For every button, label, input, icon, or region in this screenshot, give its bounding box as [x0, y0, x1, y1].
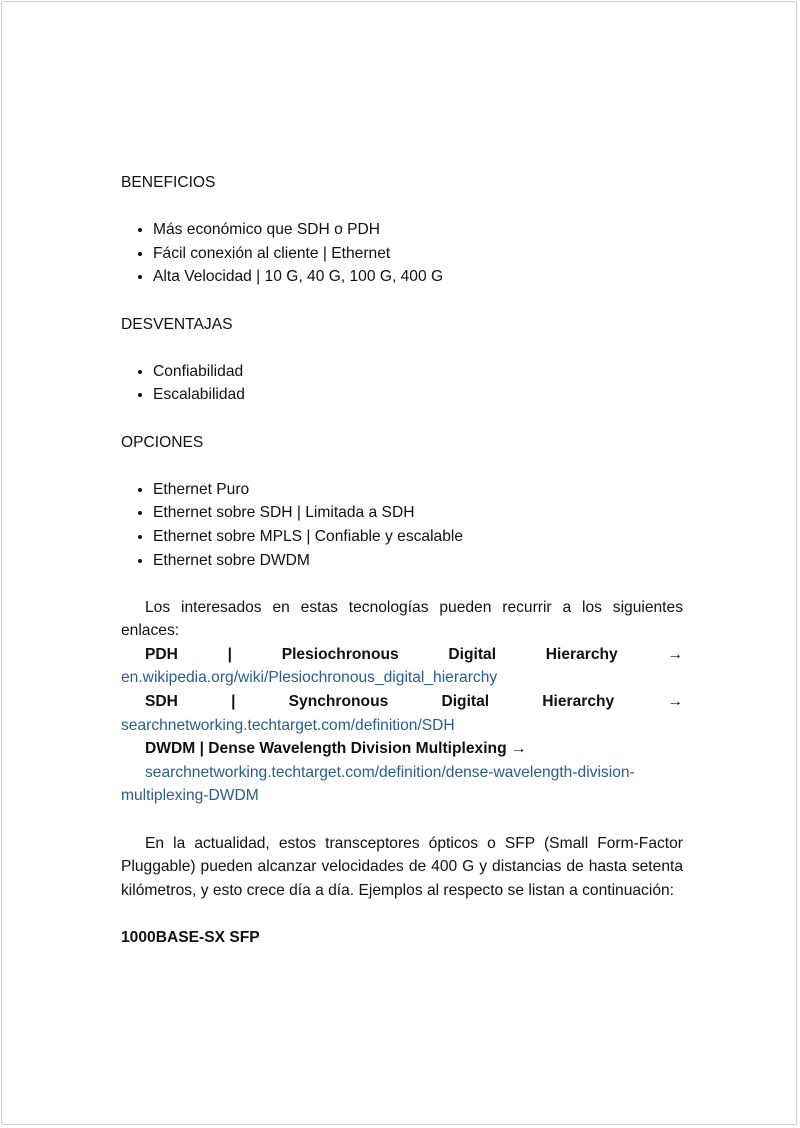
page-content — [121, 171, 683, 950]
section-desventajas — [121, 313, 683, 407]
list-item: • Ethernet sobre MPLS | Confiable y escalable — [153, 525, 683, 549]
list-item: • Confiabilidad — [153, 360, 683, 384]
subheading: 1000BASE-SX SFP — [121, 929, 260, 946]
list-item: • Alta Velocidad | 10 G, 40 G, 100 G, 400 G — [153, 265, 683, 289]
list-item: • Escalabilidad — [153, 383, 683, 407]
list-item: • Fácil conexión al cliente | Ethernet — [153, 242, 683, 266]
section-heading: BENEFICIOS — [121, 174, 216, 191]
link-entry-pdh — [121, 643, 683, 690]
list-item: • Ethernet Puro — [153, 478, 683, 502]
link-entry-dwdm — [121, 761, 683, 808]
list-item: • Ethernet sobre SDH | Limitada a SDH — [153, 501, 683, 525]
body-paragraph: En la actualidad, estos transceptores ópticos o SFP (Small Form-Factor Pluggable) pueden alcanzar velocidades de 400 G y distancias de hasta setenta kilómetros, y esto crece día a día. Ejemplos al respecto se listan a continuación: — [121, 834, 683, 899]
bullet-list — [121, 218, 683, 289]
section-heading: DESVENTAJAS — [121, 315, 233, 333]
link-label: SDH | Synchronous Digital Hierarchy → — [145, 693, 683, 711]
links-intro: Los interesados en estas tecnologías pueden recurrir a los siguientes enlaces: — [121, 598, 683, 640]
section-heading: OPCIONES — [121, 433, 204, 451]
link-sdh[interactable]: searchnetworking.techtarget.com/definition/SDH — [121, 716, 455, 734]
section-opciones — [121, 431, 683, 573]
document-page — [1, 1, 797, 1125]
bullet-list — [121, 360, 683, 407]
link-label: PDH | Plesiochronous Digital Hierarchy → — [145, 645, 683, 663]
link-pdh[interactable]: en.wikipedia.org/wiki/Plesiochronous_digital_hierarchy — [121, 669, 498, 687]
list-item: • Más económico que SDH o PDH — [153, 218, 683, 242]
bullet-list — [121, 478, 683, 572]
link-dwdm[interactable]: searchnetworking.techtarget.com/definition/dense-wavelength-division-multiplexing-DWDM — [121, 763, 635, 805]
link-entry-dwdm-label — [121, 737, 683, 761]
list-item: • Ethernet sobre DWDM — [153, 549, 683, 573]
section-beneficios — [121, 171, 683, 289]
link-entry-sdh — [121, 690, 683, 737]
link-label: DWDM | Dense Wavelength Division Multiplexing → — [145, 740, 527, 758]
